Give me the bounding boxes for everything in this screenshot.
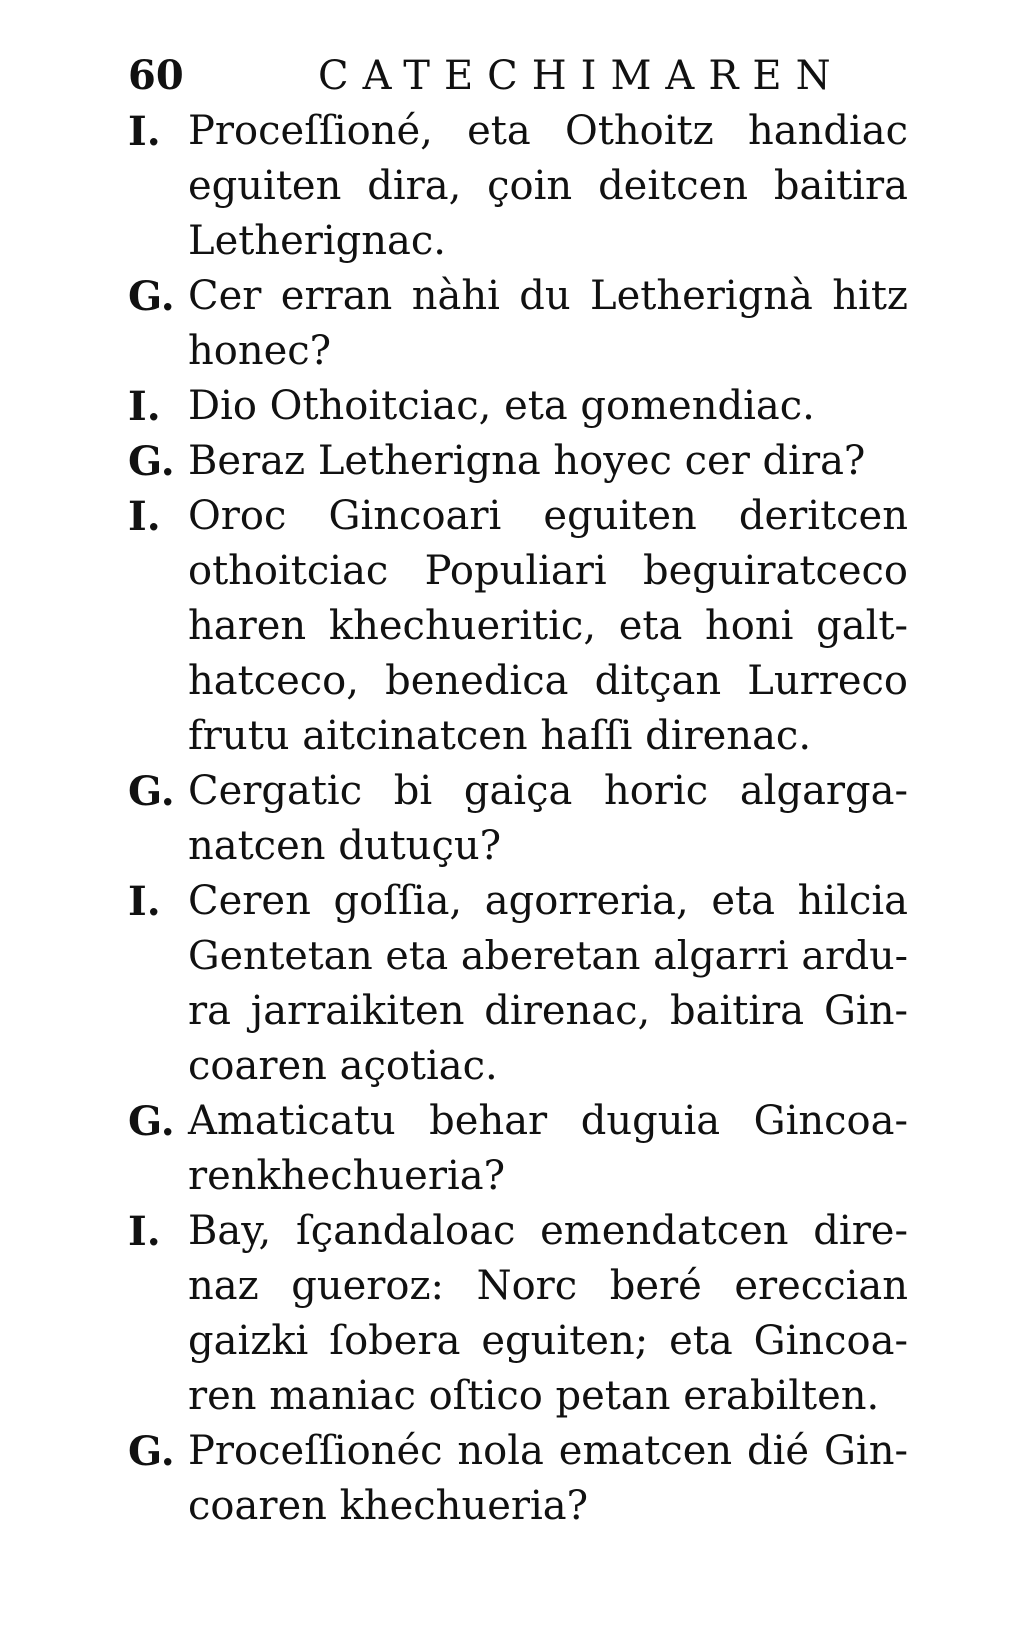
- dialogue-entry: [128, 269, 908, 379]
- dialogue-entry: [128, 1204, 908, 1424]
- text-line: frutu aitcinatcen haſſi direnac.: [188, 713, 812, 759]
- text-line: hatceco, benedica ditçan Lurreco: [188, 658, 908, 704]
- text-line: Proceſſionéc nola ematcen dié Gin-: [188, 1428, 908, 1474]
- text-line: Amaticatu behar duguia Gincoa-: [188, 1098, 908, 1144]
- speaker-label: G.: [128, 273, 175, 320]
- text-line: ra jarraikiten direnac, baitira Gin-: [188, 988, 908, 1034]
- text-line: Gentetan eta aberetan algarri ardu-: [188, 933, 908, 979]
- text-line: honec?: [188, 328, 332, 374]
- text-line: Letherignac.: [188, 218, 446, 264]
- text-line: Bay, ſçandaloac emendatcen dire-: [188, 1208, 908, 1254]
- running-title: CATECHIMAREN: [318, 53, 845, 99]
- speaker-label: G.: [128, 438, 175, 485]
- speaker-label: I.: [128, 383, 161, 430]
- dialogue-entry: [128, 874, 908, 1094]
- text-line: Ceren goſſia, agorreria, eta hilcia: [188, 878, 908, 924]
- text-line: renkhechueria?: [188, 1153, 506, 1199]
- speaker-label: G.: [128, 768, 175, 815]
- dialogue-entry: [128, 1094, 908, 1204]
- text-line: Beraz Letherigna hoyec cer dira?: [188, 438, 866, 484]
- text-line: Cer erran nàhi du Letherignà hitz: [188, 273, 908, 319]
- text-line: haren khechueritic, eta honi galt-: [188, 603, 908, 649]
- dialogue-entry: [128, 104, 908, 269]
- page-number: 60: [128, 52, 184, 99]
- text-line: coaren khechueria?: [188, 1483, 589, 1529]
- speaker-label: I.: [128, 493, 161, 540]
- speaker-label: I.: [128, 1208, 161, 1255]
- dialogue-entry: [128, 379, 908, 434]
- text-line: coaren açotiac.: [188, 1043, 498, 1089]
- speaker-label: G.: [128, 1428, 175, 1475]
- dialogue-entry: [128, 1424, 908, 1534]
- speaker-label: G.: [128, 1098, 175, 1145]
- speaker-label: I.: [128, 108, 161, 155]
- text-line: Cergatic bi gaiça horic algarga-: [188, 768, 908, 814]
- speaker-label: I.: [128, 878, 161, 925]
- text-line: naz gueroz: Norc beré ereccian: [188, 1263, 908, 1309]
- text-line: eguiten dira, çoin deitcen baitira: [188, 163, 908, 209]
- text-line: Oroc Gincoari eguiten deritcen: [188, 493, 908, 539]
- text-line: Proceſſioné, eta Othoitz handiac: [188, 108, 908, 154]
- text-line: ren maniac oſtico petan erabilten.: [188, 1373, 880, 1419]
- text-line: natcen dutuçu?: [188, 823, 502, 869]
- dialogue-entry: [128, 434, 908, 489]
- text-line: othoitciac Populiari beguiratceco: [188, 548, 908, 594]
- text-line: gaizki ſobera eguiten; eta Gincoa-: [188, 1318, 908, 1364]
- catechism-text: [128, 104, 908, 1534]
- text-line: Dio Othoitciac, eta gomendiac.: [188, 383, 815, 429]
- page-header: [128, 46, 888, 106]
- dialogue-entry: [128, 489, 908, 764]
- dialogue-entry: [128, 764, 908, 874]
